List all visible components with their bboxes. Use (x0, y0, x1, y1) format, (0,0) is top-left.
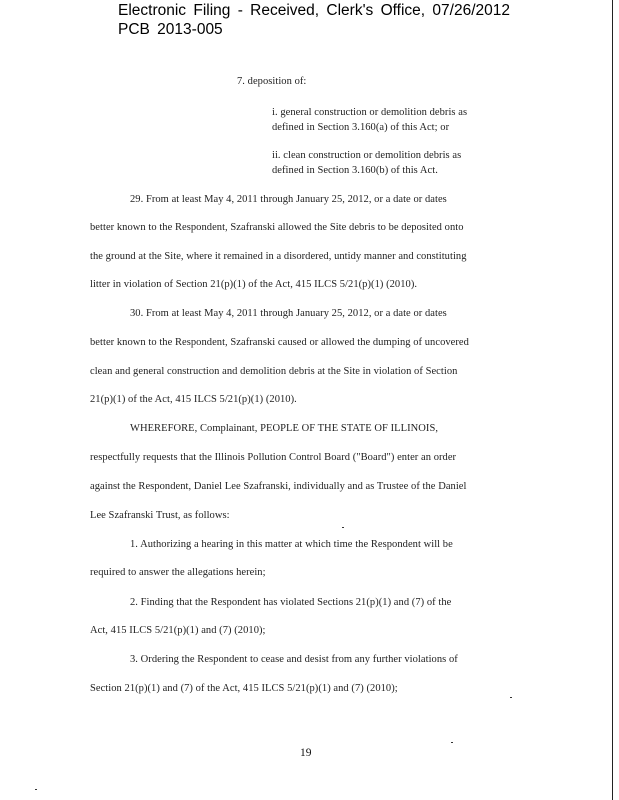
scan-speck (510, 697, 512, 698)
sub-item-ii-line-2: defined in Section 3.160(b) of this Act. (272, 165, 438, 176)
wherefore-line: respectfully requests that the Illinois Pollution Control Board ("Board") enter an order (90, 452, 457, 463)
sub-item-ii-line-1: ii. clean construction or demolition debris as (272, 150, 462, 161)
page-edge-line (612, 0, 613, 800)
paragraph-30-line: clean and general construction and demolition debris at the Site in violation of Section (90, 366, 458, 377)
filing-stamp: Electronic Filing - Received, Clerk's Office, 07/26/2012 (118, 2, 510, 19)
paragraph-30-line: 30. From at least May 4, 2011 through January 25, 2012, or a date or dates (130, 308, 447, 319)
scan-speck (342, 527, 344, 528)
paragraph-30-line: better known to the Respondent, Szafranski caused or allowed the dumping of uncovered (90, 337, 469, 348)
wherefore-line: WHEREFORE, Complainant, PEOPLE OF THE STATE OF ILLINOIS, (130, 423, 439, 434)
paragraph-30-line: 21(p)(1) of the Act, 415 ILCS 5/21(p)(1) (2010). (90, 394, 297, 405)
list-item-7: 7. deposition of: (237, 76, 307, 87)
relief-2-line: 2. Finding that the Respondent has violated Sections 21(p)(1) and (7) of the (130, 597, 452, 608)
scan-speck (451, 742, 453, 743)
paragraph-29-line: the ground at the Site, where it remained in a disordered, untidy manner and constituting (90, 251, 467, 262)
wherefore-line: against the Respondent, Daniel Lee Szafranski, individually and as Trustee of the Daniel (90, 481, 467, 492)
paragraph-29-line: litter in violation of Section 21(p)(1) of the Act, 415 ILCS 5/21(p)(1) (2010). (90, 279, 418, 290)
wherefore-line: Lee Szafranski Trust, as follows: (90, 510, 230, 521)
paragraph-29-line: better known to the Respondent, Szafranski allowed the Site debris to be deposited onto (90, 222, 464, 233)
case-number: PCB 2013-005 (118, 21, 223, 38)
relief-1-line: 1. Authorizing a hearing in this matter at which time the Respondent will be (130, 539, 453, 550)
paragraph-29-line: 29. From at least May 4, 2011 through January 25, 2012, or a date or dates (130, 194, 447, 205)
relief-1-line: required to answer the allegations herein; (90, 567, 266, 578)
scan-speck (35, 789, 37, 790)
relief-2-line: Act, 415 ILCS 5/21(p)(1) and (7) (2010); (90, 625, 266, 636)
page-number: 19 (300, 747, 312, 759)
sub-item-i-line-1: i. general construction or demolition debris as (272, 107, 468, 118)
relief-3-line: 3. Ordering the Respondent to cease and desist from any further violations of (130, 654, 458, 665)
relief-3-line: Section 21(p)(1) and (7) of the Act, 415 ILCS 5/21(p)(1) and (7) (2010); (90, 683, 398, 694)
sub-item-i-line-2: defined in Section 3.160(a) of this Act; or (272, 122, 450, 133)
